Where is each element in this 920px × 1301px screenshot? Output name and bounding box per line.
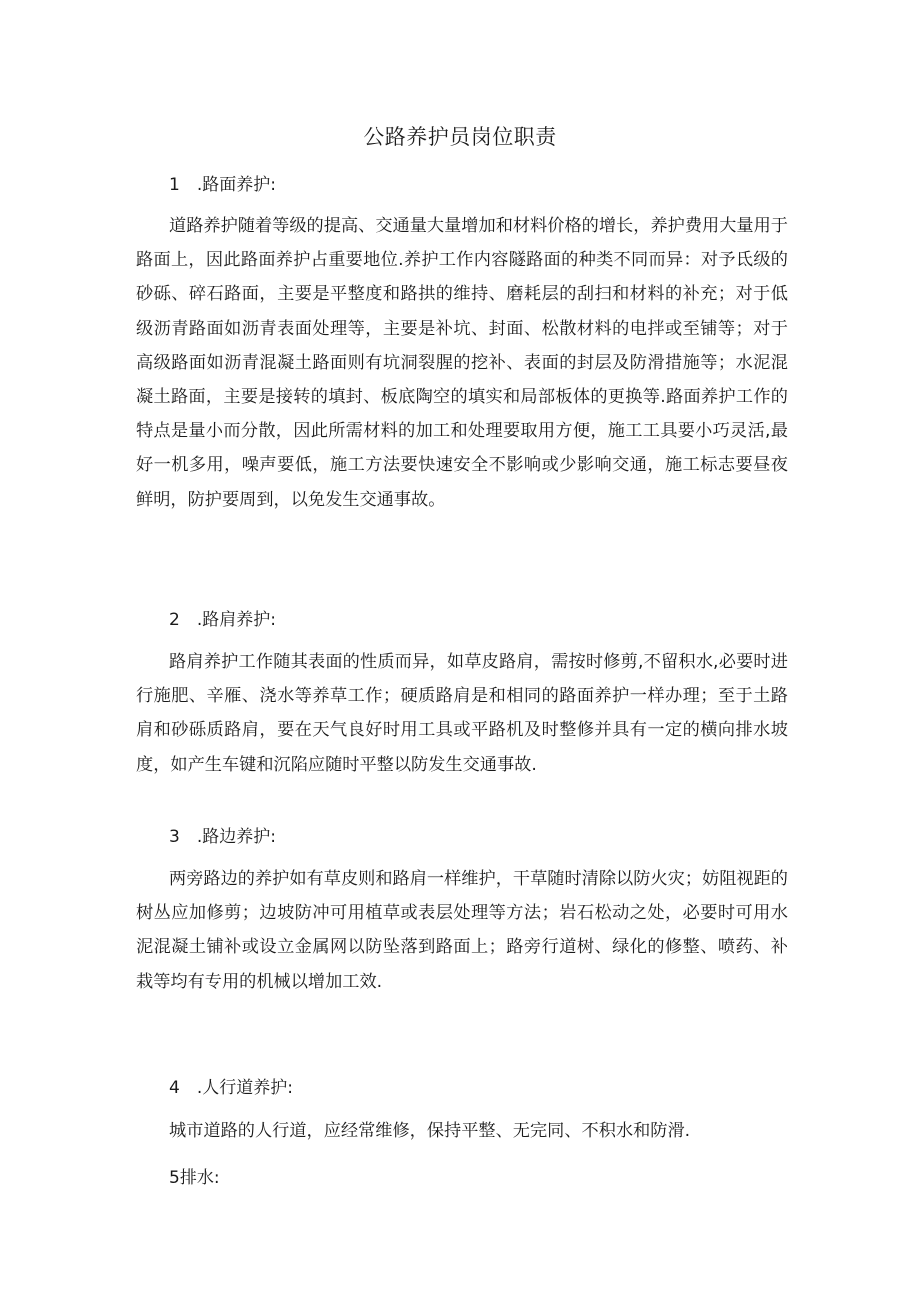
section-heading-5: 5排水: <box>169 1168 220 1188</box>
section-heading-2: 2 .路肩养护: <box>169 610 276 630</box>
section-heading-3: 3 .路边养护: <box>169 827 276 847</box>
section-heading-4: 4 .人行道养护: <box>169 1078 293 1098</box>
section-body-1: 道路养护随着等级的提高、交通量大量增加和材料价格的增长，养护费用大量用于路面上，因此路面养护占重要地位.养护工作内容隧路面的种类不同而异：对予氐级的砂砾、碎石路面，主要是平整度和路拱的维持、磨耗层的刮扫和材料的补充；对于低级沥青路面如沥青表面处理等，主要是补坑、封面、松散材料的电拌或至铺等；对于高级路面如沥青混凝土路面则有坑洞裂腥的挖补、表面的封层及防滑措施等；水泥混凝土路面，主要是接转的填封、板底陶空的填实和局部板体的更换等.路面养护工作的特点是量小而分散，因此所需材料的加工和处理要取用方便，施工工具要小巧灵活,最好一机多用，噪声要低，施工方法要快速安全不影响或少影响交通，施工标志要昼夜鲜明，防护要周到，以免发生交通事故。 <box>136 216 788 510</box>
section-heading-1: 1 .路面养护: <box>169 175 276 195</box>
section-body-2: 路肩养护工作随其表面的性质而异，如草皮路肩，需按时修剪,不留积水,必要时进行施肥、辛雁、浇水等养草工作；硬质路肩是和相同的路面养护一样办理；至于土路肩和砂砾质路肩，要在天气良好时用工具或平路机及时整修并具有一定的横向排水坡度，如产生车键和沉陷应随时平整以防发生交通事故. <box>136 652 788 775</box>
section-body-3: 两旁路边的养护如有草皮则和路肩一样维护，干草随时清除以防火灾；妨阻视距的树丛应加修剪；边坡防冲可用植草或表层处理等方法；岩石松动之处，必要时可用水泥混凝土铺补或设立金属网以防坠落到路面上；路旁行道树、绿化的修整、喷药、补栽等均有专用的机械以增加工效. <box>136 869 788 992</box>
section-body-4: 城市道路的人行道，应经常维修，保持平整、无完同、不积水和防滑. <box>169 1121 691 1141</box>
document-title: 公路养护员岗位职责 <box>363 125 557 149</box>
